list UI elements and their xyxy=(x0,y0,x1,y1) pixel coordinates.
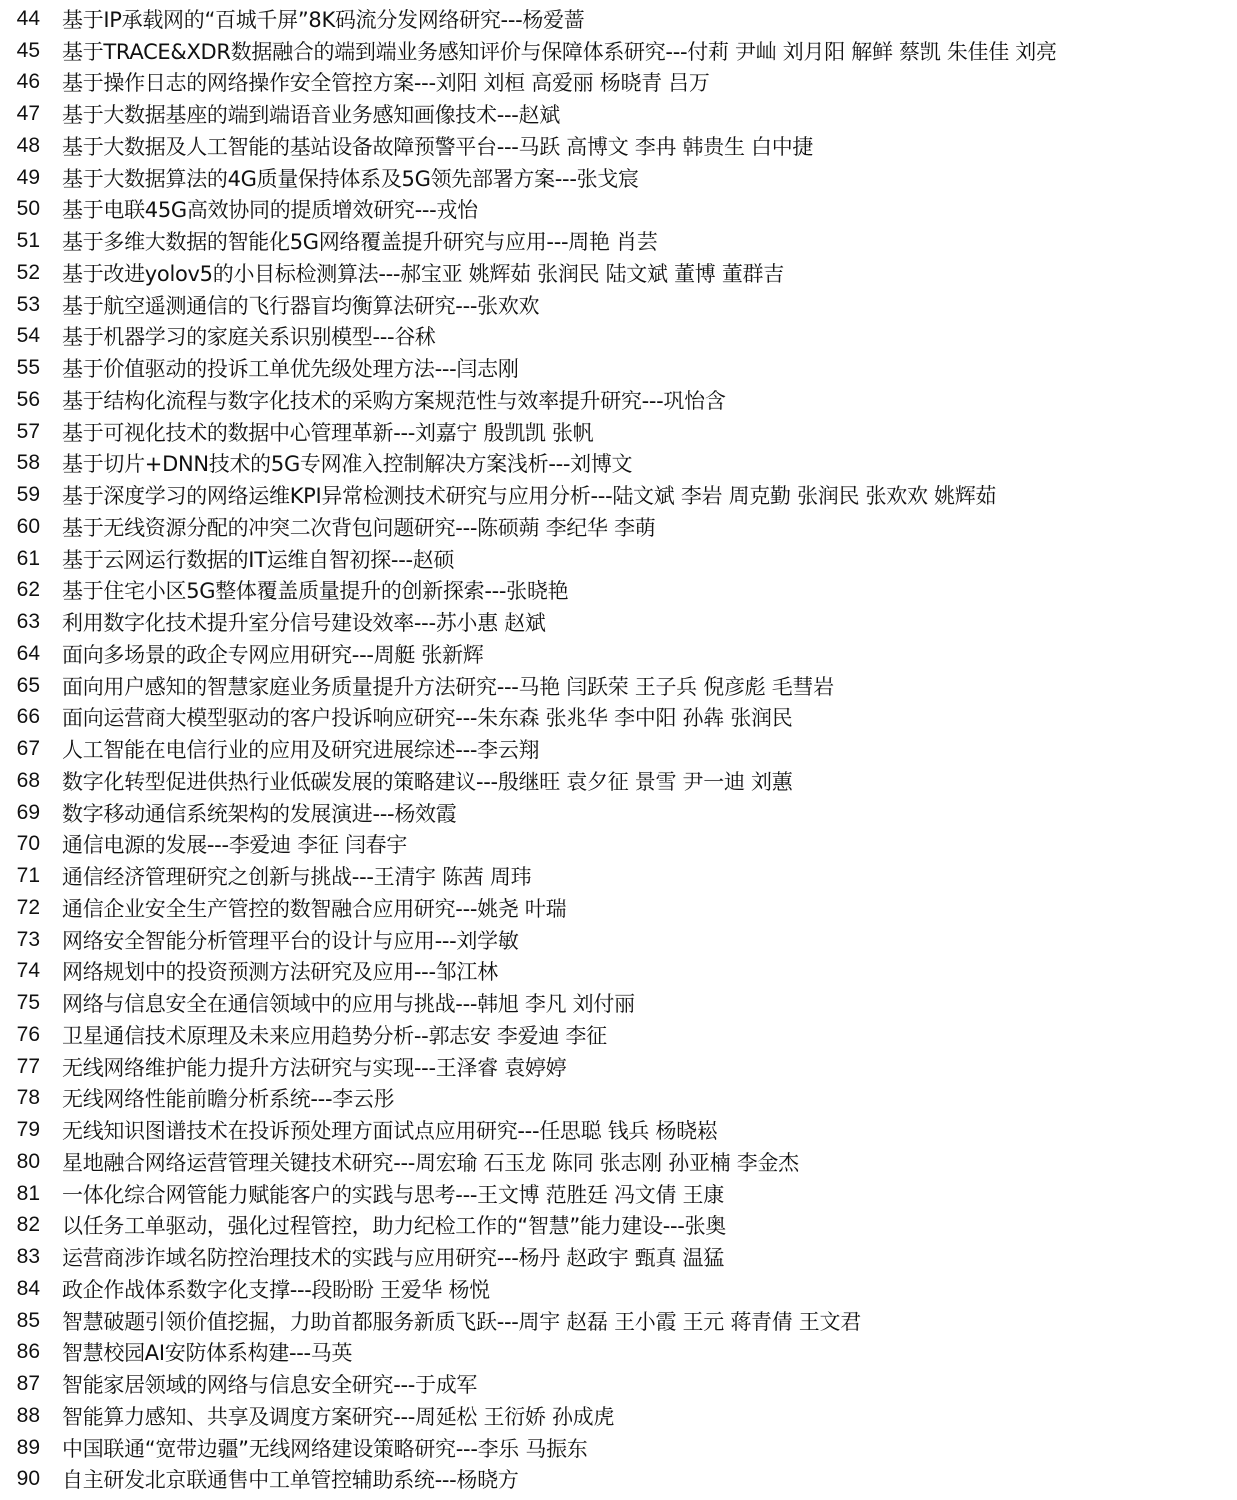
entry-number: 58 xyxy=(16,451,40,475)
entry-number: 85 xyxy=(16,1308,40,1332)
list-item xyxy=(0,606,1237,638)
entry-number: 76 xyxy=(16,1022,40,1046)
entry-number: 53 xyxy=(16,292,40,316)
entry-title-authors: 基于无线资源分配的冲突二次背包问题研究---陈硕蒴 李纪华 李萌 xyxy=(62,515,656,540)
list-item xyxy=(0,98,1237,130)
entry-title-authors: 无线网络性能前瞻分析系统---李云彤 xyxy=(62,1087,395,1112)
entry-number: 72 xyxy=(16,895,40,919)
entry-number: 73 xyxy=(16,927,40,951)
entry-title-authors: 星地融合网络运营管理关键技术研究---周宏瑜 石玉龙 陈同 张志刚 孙亚楠 李金杰 xyxy=(62,1150,799,1175)
entry-title-authors: 基于电联45G高效协同的提质增效研究---戎怡 xyxy=(62,198,478,223)
entry-title-authors: 基于IP承载网的“百城千屏”8K码流分发网络研究---杨爱蔷 xyxy=(62,7,585,32)
entry-title-authors: 卫星通信技术原理及未来应用趋势分析--郭志安 李爱迪 李征 xyxy=(62,1023,607,1048)
entry-title-authors: 基于大数据及人工智能的基站设备故障预警平台---马跃 高博文 李冉 韩贵生 白中捷 xyxy=(62,134,814,159)
entry-title-authors: 基于结构化流程与数字化技术的采购方案规范性与效率提升研究---巩怡含 xyxy=(62,388,726,413)
list-item xyxy=(0,1019,1237,1051)
entry-number: 87 xyxy=(16,1372,40,1396)
list-item xyxy=(0,543,1237,575)
entry-number: 48 xyxy=(16,133,40,157)
entry-number: 62 xyxy=(16,578,40,602)
entry-number: 84 xyxy=(16,1276,40,1300)
list-item xyxy=(0,479,1237,511)
list-item xyxy=(0,1241,1237,1273)
entry-number: 69 xyxy=(16,800,40,824)
entry-title-authors: 基于住宅小区5G整体覆盖质量提升的创新探索---张晓艳 xyxy=(62,579,569,604)
list-item xyxy=(0,511,1237,543)
entry-title-authors: 以任务工单驱动，强化过程管控，助力纪检工作的“智慧”能力建设---张奥 xyxy=(62,1214,726,1239)
list-item xyxy=(0,1464,1237,1496)
entry-number: 78 xyxy=(16,1086,40,1110)
list-item xyxy=(0,829,1237,861)
entry-title-authors: 智慧破题引领价值挖掘，力助首都服务新质飞跃---周宇 赵磊 王小霞 王元 蒋青倩 王文君 xyxy=(62,1309,861,1334)
list-item xyxy=(0,1337,1237,1369)
entry-number: 47 xyxy=(16,102,40,126)
list-item xyxy=(0,860,1237,892)
list-item xyxy=(0,384,1237,416)
entry-title-authors: 人工智能在电信行业的应用及研究进展综述---李云翔 xyxy=(62,738,540,763)
entry-title-authors: 智慧校园AI安防体系构建---马英 xyxy=(62,1341,353,1366)
list-item xyxy=(0,1368,1237,1400)
entry-title-authors: 网络与信息安全在通信领域中的应用与挑战---韩旭 李凡 刘付丽 xyxy=(62,992,635,1017)
entry-number: 86 xyxy=(16,1340,40,1364)
entry-number: 56 xyxy=(16,387,40,411)
entry-number: 55 xyxy=(16,356,40,380)
list-item xyxy=(0,448,1237,480)
entry-number: 81 xyxy=(16,1181,40,1205)
entry-title-authors: 通信企业安全生产管控的数智融合应用研究---姚尧 叶瑞 xyxy=(62,896,567,921)
entry-number: 80 xyxy=(16,1149,40,1173)
entry-title-authors: 运营商涉诈域名防控治理技术的实践与应用研究---杨丹 赵政宇 甄真 温猛 xyxy=(62,1246,724,1271)
list-item xyxy=(0,1273,1237,1305)
list-item xyxy=(0,924,1237,956)
list-item xyxy=(0,1178,1237,1210)
entry-title-authors: 基于可视化技术的数据中心管理革新---刘嘉宁 殷凯凯 张帆 xyxy=(62,420,594,445)
entry-number: 79 xyxy=(16,1118,40,1142)
list-item xyxy=(0,987,1237,1019)
entry-number: 44 xyxy=(16,6,40,30)
list-item xyxy=(0,1114,1237,1146)
entry-number: 82 xyxy=(16,1213,40,1237)
entry-title-authors: 基于大数据基座的端到端语音业务感知画像技术---赵斌 xyxy=(62,103,560,128)
entry-number: 67 xyxy=(16,737,40,761)
list-item xyxy=(0,797,1237,829)
list-item xyxy=(0,1305,1237,1337)
entry-title-authors: 基于TRACE&XDR数据融合的端到端业务感知评价与保障体系研究---付莉 尹屾 刘月阳 解鲜 蔡凯 朱佳佳 刘亮 xyxy=(62,39,1057,64)
entry-number: 88 xyxy=(16,1403,40,1427)
entry-number: 71 xyxy=(16,864,40,888)
list-item xyxy=(0,733,1237,765)
entry-title-authors: 网络安全智能分析管理平台的设计与应用---刘学敏 xyxy=(62,928,519,953)
entry-number: 52 xyxy=(16,260,40,284)
list-item xyxy=(0,1432,1237,1464)
list-item xyxy=(0,321,1237,353)
entry-number: 74 xyxy=(16,959,40,983)
entry-number: 89 xyxy=(16,1435,40,1459)
entry-number: 49 xyxy=(16,165,40,189)
list-item xyxy=(0,352,1237,384)
entry-number: 64 xyxy=(16,641,40,665)
entry-title-authors: 基于深度学习的网络运维KPI异常检测技术研究与应用分析---陆文斌 李岩 周克勤 张润民 张欢欢 姚辉茹 xyxy=(62,484,997,509)
entry-title-authors: 通信经济管理研究之创新与挑战---王清宇 陈茜 周玮 xyxy=(62,865,532,890)
entry-number: 77 xyxy=(16,1054,40,1078)
list-item xyxy=(0,638,1237,670)
list-item xyxy=(0,67,1237,99)
list-item xyxy=(0,892,1237,924)
entry-number: 50 xyxy=(16,197,40,221)
list-item xyxy=(0,225,1237,257)
entry-number: 83 xyxy=(16,1245,40,1269)
entry-title-authors: 基于大数据算法的4G质量保持体系及5G领先部署方案---张戈宸 xyxy=(62,166,639,191)
list-item xyxy=(0,956,1237,988)
entry-title-authors: 面向运营商大模型驱动的客户投诉响应研究---朱东森 张兆华 李中阳 孙犇 张润民 xyxy=(62,706,793,731)
entry-title-authors: 数字移动通信系统架构的发展演进---杨效霞 xyxy=(62,801,457,826)
entry-number: 66 xyxy=(16,705,40,729)
entry-title-authors: 基于多维大数据的智能化5G网络覆盖提升研究与应用---周艳 肖芸 xyxy=(62,230,658,255)
entry-title-authors: 基于价值驱动的投诉工单优先级处理方法---闫志刚 xyxy=(62,357,519,382)
entry-title-authors: 无线知识图谱技术在投诉预处理方面试点应用研究---任思聪 钱兵 杨晓崧 xyxy=(62,1119,718,1144)
list-item xyxy=(0,257,1237,289)
entry-title-authors: 数字化转型促进供热行业低碳发展的策略建议---殷继旺 袁夕征 景雪 尹一迪 刘蕙 xyxy=(62,769,793,794)
entry-number: 61 xyxy=(16,546,40,570)
entry-title-authors: 基于操作日志的网络操作安全管控方案---刘阳 刘桓 高爱丽 杨晓青 吕万 xyxy=(62,71,710,96)
list-item xyxy=(0,1083,1237,1115)
entry-title-authors: 网络规划中的投资预测方法研究及应用---邹江林 xyxy=(62,960,498,985)
entry-number: 90 xyxy=(16,1467,40,1491)
list-item xyxy=(0,162,1237,194)
entry-number: 70 xyxy=(16,832,40,856)
entry-number: 60 xyxy=(16,514,40,538)
entry-title-authors: 智能家居领域的网络与信息安全研究---于成军 xyxy=(62,1373,478,1398)
list-item xyxy=(0,702,1237,734)
entry-title-authors: 基于航空遥测通信的飞行器盲均衡算法研究---张欢欢 xyxy=(62,293,540,318)
entry-number: 63 xyxy=(16,610,40,634)
entry-title-authors: 政企作战体系数字化支撑---段盼盼 王爱华 杨悦 xyxy=(62,1277,490,1302)
entry-title-authors: 基于云网运行数据的IT运维自智初探---赵硕 xyxy=(62,547,455,572)
list-item xyxy=(0,416,1237,448)
entry-title-authors: 一体化综合网管能力赋能客户的实践与思考---王文博 范胜廷 冯文倩 王康 xyxy=(62,1182,724,1207)
entry-number: 46 xyxy=(16,70,40,94)
entry-title-authors: 中国联通“宽带边疆”无线网络建设策略研究---李乐 马振东 xyxy=(62,1436,588,1461)
list-item xyxy=(0,3,1237,35)
list-item xyxy=(0,35,1237,67)
list-item xyxy=(0,1400,1237,1432)
list-item xyxy=(0,670,1237,702)
entry-title-authors: 智能算力感知、共享及调度方案研究---周延松 王衍娇 孙成虎 xyxy=(62,1404,615,1429)
entry-title-authors: 面向用户感知的智慧家庭业务质量提升方法研究---马艳 闫跃荣 王子兵 倪彦彪 毛彗岩 xyxy=(62,674,834,699)
entry-number: 75 xyxy=(16,991,40,1015)
list-item xyxy=(0,1210,1237,1242)
entry-number: 65 xyxy=(16,673,40,697)
entry-title-authors: 面向多场景的政企专网应用研究---周艇 张新辉 xyxy=(62,642,484,667)
entry-title-authors: 基于改进yolov5的小目标检测算法---郝宝亚 姚辉茹 张润民 陆文斌 董博 董群吉 xyxy=(62,261,784,286)
entry-number: 54 xyxy=(16,324,40,348)
entry-title-authors: 通信电源的发展---李爱迪 李征 闫春宇 xyxy=(62,833,408,858)
entry-title-authors: 基于切片+DNN技术的5G专网准入控制解决方案浅析---刘博文 xyxy=(62,452,633,477)
entry-number: 59 xyxy=(16,483,40,507)
entry-title-authors: 无线网络维护能力提升方法研究与实现---王泽睿 袁婷婷 xyxy=(62,1055,567,1080)
entry-number: 68 xyxy=(16,768,40,792)
entry-number: 57 xyxy=(16,419,40,443)
list-item xyxy=(0,1051,1237,1083)
entry-number: 51 xyxy=(16,229,40,253)
entry-title-authors: 自主研发北京联通售中工单管控辅助系统---杨晓方 xyxy=(62,1468,519,1493)
entry-title-authors: 基于机器学习的家庭关系识别模型---谷秫 xyxy=(62,325,436,350)
list-item xyxy=(0,765,1237,797)
list-item xyxy=(0,194,1237,226)
paper-list xyxy=(0,3,1237,1495)
list-item xyxy=(0,289,1237,321)
list-item xyxy=(0,1146,1237,1178)
entry-title-authors: 利用数字化技术提升室分信号建设效率---苏小惠 赵斌 xyxy=(62,611,546,636)
entry-number: 45 xyxy=(16,38,40,62)
list-item xyxy=(0,575,1237,607)
list-item xyxy=(0,130,1237,162)
